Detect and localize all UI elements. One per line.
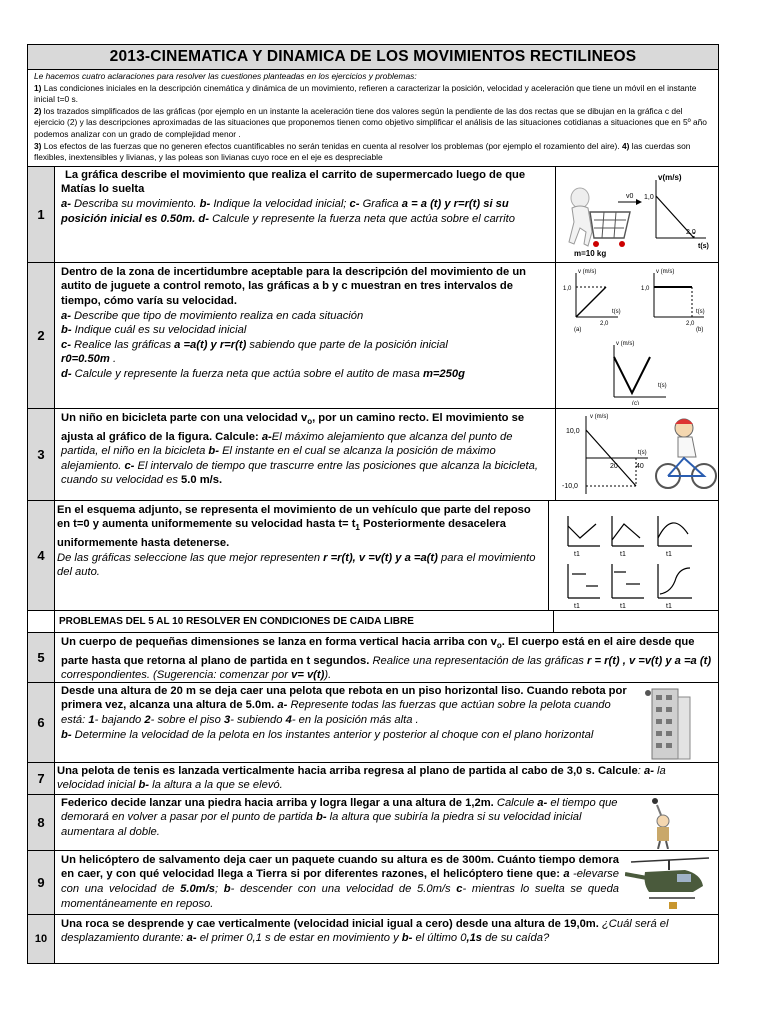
svg-text:t(s): t(s) (638, 450, 647, 457)
bicycle-kid-icon (656, 419, 716, 488)
svg-text:t1: t1 (573, 551, 580, 559)
svg-text:2,0: 2,0 (686, 321, 695, 328)
problem-8 (28, 795, 718, 851)
svg-text:1,0: 1,0 (563, 286, 572, 293)
worksheet (27, 44, 719, 964)
svg-text:t(s): t(s) (658, 383, 667, 390)
svg-text:40: 40 (636, 463, 644, 471)
problem-text: Dentro de la zona de incertidumbre aceptable para la descripción del movimiento de un autito de juguete a control remoto, las gráficas a b y c muestran en tres intervalos de tiempo, cómo varía su velocidad. a- Describe que tipo de movimiento realiza en cada situación b- Indique cuál es su velocidad inicial c- Realice las gráficas a =a(t) y r=r(t) sabiendo que parte de la posición inicial r0=0.50m . d- Calcule y represente la fuerza neta que actúa sobre el autito de masa m=250g (61, 265, 527, 380)
problem-number: 3 (28, 409, 55, 500)
svg-text:1,0: 1,0 (641, 286, 650, 293)
svg-text:(c): (c) (632, 401, 639, 406)
bicycle-figure (555, 409, 720, 500)
svg-text:(a): (a) (574, 327, 582, 334)
svg-text:10,0: 10,0 (566, 428, 580, 436)
svg-text:2,0: 2,0 (600, 321, 609, 328)
problem-number: 8 (28, 795, 55, 850)
cart-figure (555, 167, 720, 262)
svg-text:20: 20 (610, 463, 618, 471)
svg-text:t1: t1 (665, 603, 672, 609)
building-figure (633, 683, 718, 762)
problem-text: Federico decide lanzar una piedra hacia arriba y logra llegar a una altura de 1,2m. Calcule a- el tiempo que demorará en volver a pasar por el punto de partida b- la altura que subiría la piedra si su velocidad inicial aumentara al doble. (61, 796, 618, 838)
svg-text:m=10 kg: m=10 kg (574, 249, 607, 259)
boy-throwing-icon (652, 798, 669, 849)
section-heading: PROBLEMAS DEL 5 AL 10 RESOLVER EN CONDICIONES DE CAIDA LIBRE (55, 611, 554, 632)
problem-4 (28, 501, 718, 611)
problem-text: Una roca se desprende y cae verticalmente (velocidad inicial igual a cero) desde una altura de 19,0m. ¿Cuál será el desplazamiento durante: a- el primer 0,1 s de estar en movimiento y b- el último 0,1s de su caída? (61, 917, 669, 945)
problem-9 (28, 851, 718, 915)
problem-text: Un helicóptero de salvamento deja caer un paquete cuando su altura es de 300m. Cuánto tiempo demora en caer, y con qué velocidad llega a Tierra si por diferentes razones, el helicóptero tiene que: a -elevarse con una velocidad de 5.0m/s; b- descender con una velocidad de 5.0m/s c- mientras lo suelta se queda momentáneamente en reposo. (61, 853, 620, 910)
velocity-time-graph (562, 414, 648, 494)
section-heading-row (28, 611, 718, 633)
graphs-abc-figure (555, 263, 720, 408)
problem-10 (28, 915, 718, 963)
ball-icon (645, 690, 651, 696)
svg-text:t1: t1 (619, 551, 626, 559)
problem-text: La gráfica describe el movimiento que realiza el carrito de supermercado luego de que Matías lo suelta a- Describa su movimiento. b- Indique la velocidad inicial; c- Grafica a = a (t) y r=r(t) si su posición inicial es 0.50m. d- Calcule y represente la fuerza neta que actúa sobre el carrito (61, 168, 526, 225)
intro-note-1: 1) Las condiciones iniciales en la descripción cinemática y dinámica de un movimiento, refieren a caracterizar la posición, velocidad y aceleración que tiene un móvil en el instante inicial t=0 s. (34, 82, 697, 105)
intro-note-3-4: 3) Los efectos de las fuerzas que no generen efectos cuantificables no serán tenidas en cuenta al resolver los problemas (por ejemplo el rozamiento del aire). 4) las cuerdas son flexibles, inextensibles y livianas, y las poleas son livianas cuyo roce en el eje es despreciable (34, 140, 691, 163)
thrower-figure (623, 795, 718, 850)
package-icon (669, 902, 677, 909)
problem-number: 10 (28, 915, 55, 963)
graph-c (614, 341, 667, 405)
svg-text:t1: t1 (573, 603, 580, 609)
problem-number: 5 (28, 633, 55, 682)
graph-b (641, 269, 705, 333)
intro-notes (28, 70, 718, 167)
svg-text:v (m/s): v (m/s) (656, 269, 675, 276)
problem-6 (28, 683, 718, 763)
selection-graphs-figure (549, 501, 718, 610)
problem-text: Desde una altura de 20 m se deja caer una pelota que rebota en un piso horizontal liso. Cuando rebota por primera vez, alcanza una altura de 5.0m. a- Represente todas las fuerzas que actúan sobre la pelota cuando está: 1- bajando 2- sobre el piso 3- subiendo 4- en la posición más alta . b- Determine la velocidad de la pelota en los instantes anterior y posterior al choque con el plano horizontal (61, 684, 627, 741)
graph-a (563, 269, 621, 333)
svg-text:1,0: 1,0 (644, 194, 654, 202)
svg-text:t(s): t(s) (698, 243, 709, 251)
svg-text:(b): (b) (696, 327, 704, 334)
problem-text: En el esquema adjunto, se representa el movimiento de un vehículo que parte del reposo en t=0 y aumenta uniformemente su velocidad hasta $t= t_1$ Posteriormente desacelera uniformemente hasta detenerse. De las gráficas seleccione las que mejor representen r =r(t), v =v(t) y a =a(t) para el movimiento del auto. (55, 501, 549, 611)
problem-number: 6 (28, 683, 55, 762)
problem-number: 4 (28, 501, 55, 610)
svg-text:v (m/s): v (m/s) (590, 414, 609, 421)
svg-text:v0: v0 (626, 193, 634, 201)
svg-text:v (m/s): v (m/s) (616, 341, 635, 348)
svg-text:t(s): t(s) (696, 309, 705, 316)
svg-text:t(s): t(s) (612, 309, 621, 316)
intro-note-2: 2) los trazados simplificados de las gráficas (por ejemplo en un instante la aceleración tiene dos valores según la pendiente de las dos rectas que se dibujan en la gráfica c del ejercicio (2) y las descripciones aproximadas de las situaciones que proponemos tienen como objetivo simplificar el análisis de las situaciones cotidianas a situaciones que en 5º año podemos analizar con un grado de complejidad menor . (34, 105, 707, 139)
problem-text: Una pelota de tenis es lanzada verticalmente hacia arriba regresa al plano de partida al cabo de 3,0 s. Calcule: a- la velocidad inicial b- la altura a la que se elevó. (57, 764, 666, 792)
problem-number: 2 (28, 263, 55, 408)
problem-number: 9 (28, 851, 55, 914)
helicopter-figure (623, 851, 718, 914)
building-icon (645, 689, 690, 759)
velocity-time-graph (644, 173, 709, 250)
page-title: 2013-CINEMATICA Y DINAMICA DE LOS MOVIMIENTOS RECTILINEOS (28, 45, 718, 70)
problem-5 (28, 633, 718, 683)
svg-text:2,0: 2,0 (686, 229, 696, 237)
svg-text:t1: t1 (665, 551, 672, 559)
problem-number: 1 (28, 167, 55, 262)
svg-text:v (m/s): v (m/s) (578, 269, 597, 276)
problem-text: Un cuerpo de pequeñas dimensiones se lanza en forma vertical hacia arriba con $v_o$. El cuerpo está en el aire desde que parte hasta que retorna al plano de partida en t segundos. Realice una representación de las gráficas r = r(t) , v =v(t) y a =a (t) correspondientes. (Sugerencia: comenzar por v= v(t)). (61, 635, 712, 682)
svg-text:v(m/s): v(m/s) (658, 173, 682, 183)
problem-number: 7 (28, 763, 55, 794)
helicopter-icon (625, 858, 709, 909)
intro-lead: Le hacemos cuatro aclaraciones para resolver las cuestiones planteadas en los ejercicios y problemas: (34, 71, 417, 81)
svg-text:t1: t1 (619, 603, 626, 609)
problem-1 (28, 167, 718, 263)
problem-2 (28, 263, 718, 409)
stone-icon (652, 798, 658, 804)
shopping-cart-icon (569, 188, 642, 247)
problem-7 (28, 763, 718, 795)
problem-text: Un niño en bicicleta parte con una velocidad $v_o$, por un camino recto. El movimiento se ajusta al gráfico de la figura. Calcule: a-El máximo alejamiento que alcanza del punto de partida, el niño en la bicicleta b- El instante en el cual se alcanza la posición de máximo alejamiento. c- El intervalo de tiempo que trascurre entre las posiciones que alcanza la bicicleta, cuando su velocidad es 5.0 m/s. (61, 411, 538, 487)
svg-text:-10,0: -10,0 (562, 483, 578, 491)
problem-3 (28, 409, 718, 501)
